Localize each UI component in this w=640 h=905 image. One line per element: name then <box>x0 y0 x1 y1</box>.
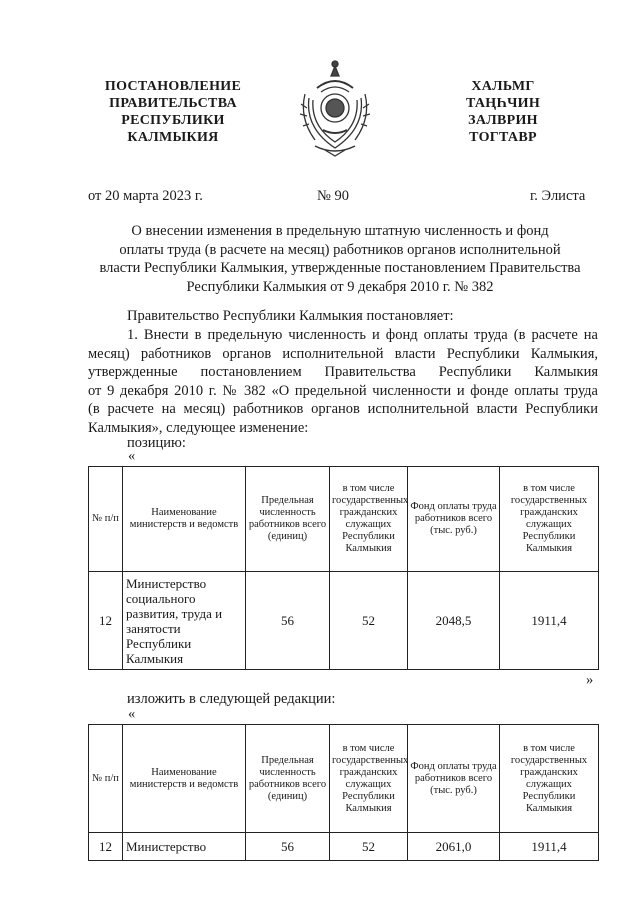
title-line-4: Республики Калмыкия от 9 декабря 2010 г. № 382 <box>186 278 494 295</box>
para-line-3: утвержденные постановлением Правительства Республики Калмыкия <box>88 364 598 380</box>
header-staff-total: Предельная численность работников всего (единиц) <box>246 467 330 572</box>
paragraph-1 <box>88 326 598 437</box>
cell-fund-civil: 1911,4 <box>500 833 599 861</box>
title-line-2: оплаты труда (в расчете на месяц) работников органов исполнительной <box>119 241 561 258</box>
replace-label: изложить в следующей редакции: <box>127 691 336 707</box>
cell-name: Министерство социального развития, труда и занятости Республики Калмыкия <box>123 572 246 670</box>
document-date: от 20 марта 2023 г. <box>88 188 203 204</box>
table-header-row <box>89 725 599 833</box>
para-line-4: от 9 декабря 2010 г. № 382 «О предельной численности и фонде оплаты труда <box>88 382 598 399</box>
kalmykia-coat-of-arms-icon <box>295 58 375 158</box>
para-line-1: 1. Внести в предельную численность и фонд оплаты труда (в расчете на <box>127 327 598 343</box>
header-right-line-2: ТАҢҺЧИН <box>465 96 541 111</box>
close-quote-1: » <box>586 672 594 688</box>
header-name: Наименование министерств и ведомств <box>123 725 246 833</box>
open-quote-2: « <box>128 706 136 722</box>
cell-staff-total: 56 <box>246 572 330 670</box>
para-line-6: Калмыкия», следующее изменение: <box>88 419 309 436</box>
cell-staff-civil: 52 <box>330 833 408 861</box>
header-left-line-3: РЕСПУБЛИКИ <box>121 113 225 128</box>
header-fund-civil: в том числе государственных гражданских служащих Республики Калмыкия <box>500 467 599 572</box>
cell-num: 12 <box>89 572 123 670</box>
table-new <box>88 724 599 861</box>
position-label: позицию: <box>127 435 186 451</box>
cell-name: Министерство <box>123 833 246 861</box>
cell-staff-total: 56 <box>246 833 330 861</box>
table-row <box>89 833 599 861</box>
cell-fund-total: 2048,5 <box>408 572 500 670</box>
header-num: № п/п <box>89 467 123 572</box>
document-number: № 90 <box>317 188 349 204</box>
document-city: г. Элиста <box>530 188 586 204</box>
header-right-line-4: ТОГТАВР <box>469 130 537 145</box>
document-title <box>80 222 600 296</box>
header-num: № п/п <box>89 725 123 833</box>
header-staff-total: Предельная численность работников всего (единиц) <box>246 725 330 833</box>
cell-fund-total: 2061,0 <box>408 833 500 861</box>
cell-num: 12 <box>89 833 123 861</box>
header-fund-total: Фонд оплаты труда работников всего (тыс. руб.) <box>408 725 500 833</box>
header-left-line-1: ПОСТАНОВЛЕНИЕ <box>104 79 242 94</box>
cell-fund-civil: 1911,4 <box>500 572 599 670</box>
header-right-line-1: ХАЛЬМГ <box>471 79 535 94</box>
header-left-line-4: КАЛМЫКИЯ <box>127 130 219 145</box>
para-line-2: месяц) работников органов исполнительной власти Республики Калмыкия, <box>88 345 598 362</box>
preamble: Правительство Республики Калмыкия постановляет: <box>127 308 454 324</box>
header-name: Наименование министерств и ведомств <box>123 467 246 572</box>
header-right-line-3: ЗАЛВРИН <box>468 113 538 128</box>
table-current <box>88 466 599 670</box>
table-row <box>89 572 599 670</box>
table-header-row <box>89 467 599 572</box>
header-fund-total: Фонд оплаты труда работников всего (тыс. руб.) <box>408 467 500 572</box>
para-line-5: (в расчете на месяц) работников органов исполнительной власти Республики <box>88 401 598 417</box>
header-staff-civil: в том числе государственных гражданских служащих Республики Калмыкия <box>330 725 408 833</box>
cell-staff-civil: 52 <box>330 572 408 670</box>
header-staff-civil: в том числе государственных гражданских служащих Республики Калмыкия <box>330 467 408 572</box>
title-line-3: власти Республики Калмыкия, утвержденные постановлением Правительства <box>99 260 581 276</box>
header-left <box>88 78 258 146</box>
title-line-1: О внесении изменения в предельную штатную численность и фонд <box>131 223 549 239</box>
header-right <box>438 78 568 146</box>
header-left-line-2: ПРАВИТЕЛЬСТВА <box>109 96 237 111</box>
open-quote-1: « <box>128 448 136 464</box>
header-fund-civil: в том числе государственных гражданских служащих Республики Калмыкия <box>500 725 599 833</box>
